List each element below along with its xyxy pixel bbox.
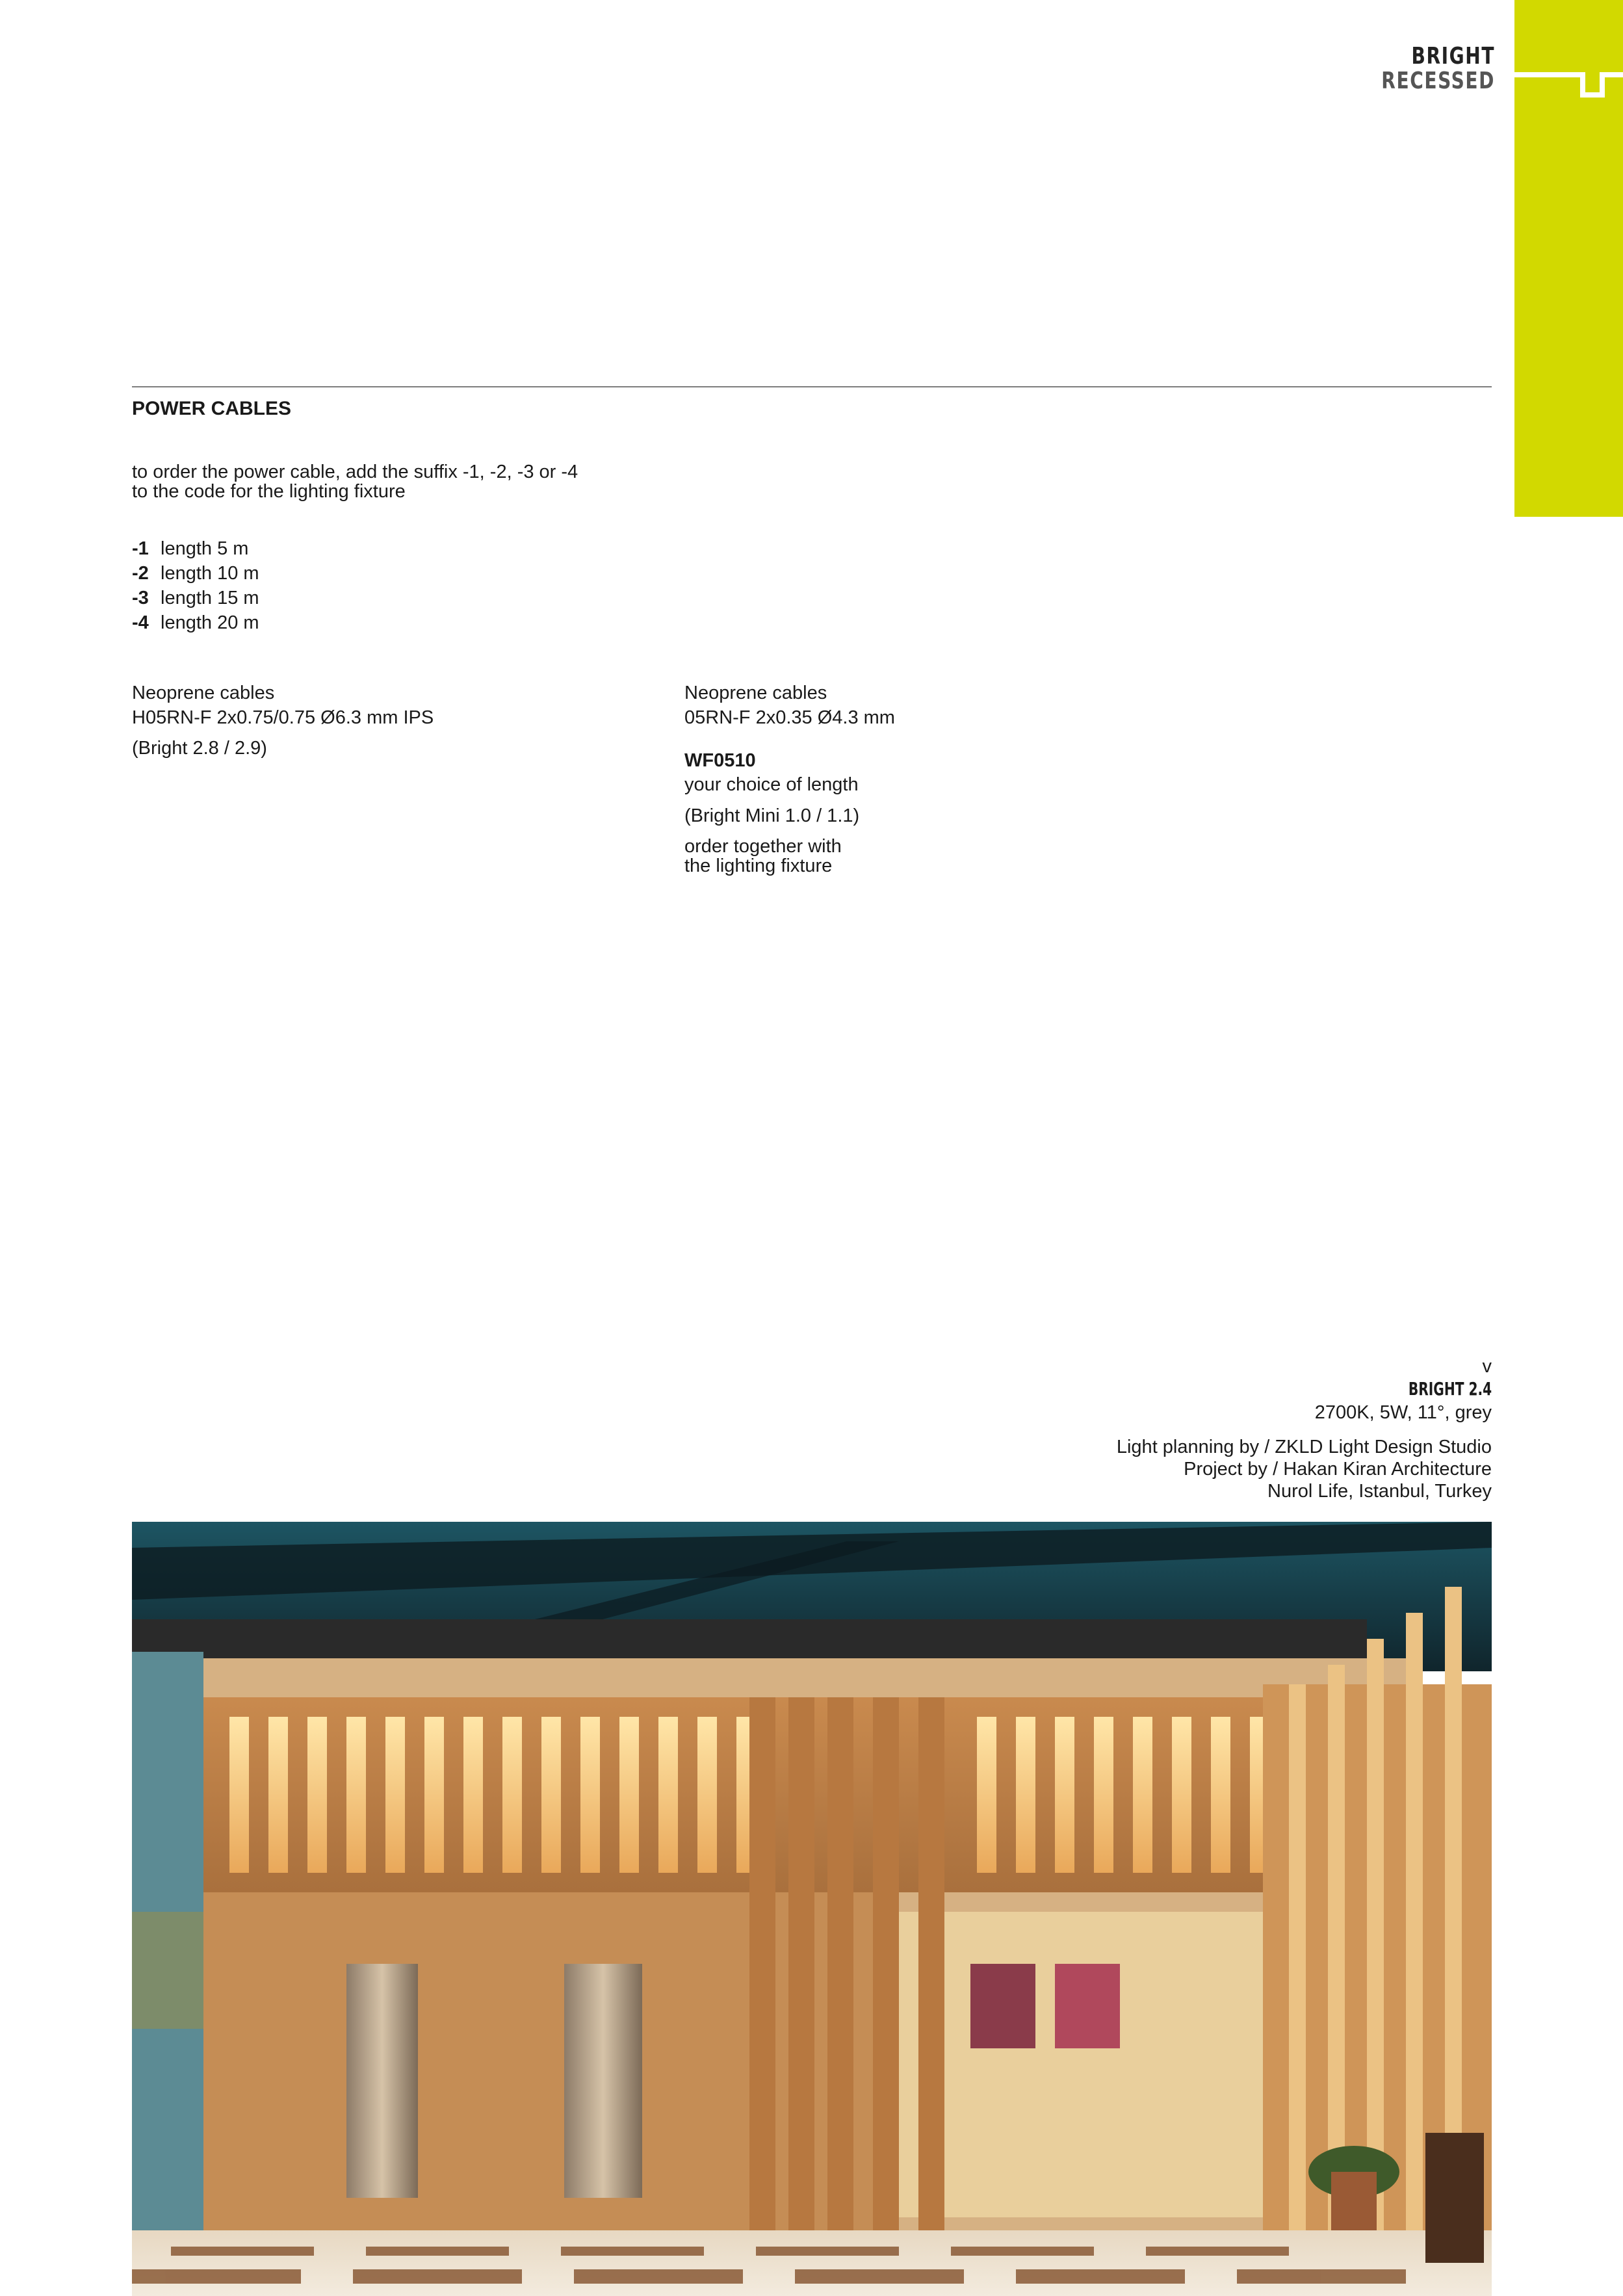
cable-right-code: WF0510 <box>684 750 756 771</box>
cable-right-order-line2: the lighting fixture <box>684 855 833 876</box>
intro-line2: to the code for the lighting fixture <box>132 481 406 502</box>
caption-credit3: Nurol Life, Istanbul, Turkey <box>1267 1481 1492 1502</box>
option-item <box>132 613 259 633</box>
option-label: length 20 m <box>161 612 259 633</box>
option-label: length 10 m <box>161 563 259 584</box>
cable-left-spec: H05RN-F 2x0.75/0.75 Ø6.3 mm IPS <box>132 707 434 728</box>
cable-right-type: Neoprene cables <box>684 683 827 703</box>
option-code: -1 <box>132 538 149 559</box>
section-title: POWER CABLES <box>132 398 292 419</box>
brand-line1: BRIGHT <box>1411 43 1495 70</box>
caption-product: BRIGHT 2.4 <box>1408 1378 1492 1400</box>
option-label: length 5 m <box>161 538 249 559</box>
option-code: -3 <box>132 588 149 608</box>
brand-line2: RECESSED <box>1381 68 1495 94</box>
option-label: length 15 m <box>161 588 259 608</box>
caption-arrow: v <box>1482 1356 1492 1377</box>
intro-line1: to order the power cable, add the suffix -1, -2, -3 or -4 <box>132 462 578 482</box>
caption-specs: 2700K, 5W, 11°, grey <box>1314 1402 1492 1423</box>
cable-right-order-line1: order together with <box>684 836 842 857</box>
tab-notch-icon <box>1514 65 1623 104</box>
cable-right-spec: 05RN-F 2x0.35 Ø4.3 mm <box>684 707 895 728</box>
option-item <box>132 588 259 608</box>
option-code: -2 <box>132 563 149 584</box>
caption-credit1: Light planning by / ZKLD Light Design Studio <box>1116 1437 1492 1457</box>
cable-right-note: your choice of length <box>684 774 859 795</box>
caption-credit2: Project by / Hakan Kiran Architecture <box>1184 1459 1492 1480</box>
lobby-photo <box>132 1522 1492 2296</box>
option-code: -4 <box>132 612 149 633</box>
section-divider <box>132 386 1492 387</box>
option-item <box>132 539 248 559</box>
brand-label <box>1381 44 1495 94</box>
option-item <box>132 564 259 584</box>
cable-left-models: (Bright 2.8 / 2.9) <box>132 738 267 759</box>
cable-right-models: (Bright Mini 1.0 / 1.1) <box>684 805 860 826</box>
cable-left-type: Neoprene cables <box>132 683 275 703</box>
